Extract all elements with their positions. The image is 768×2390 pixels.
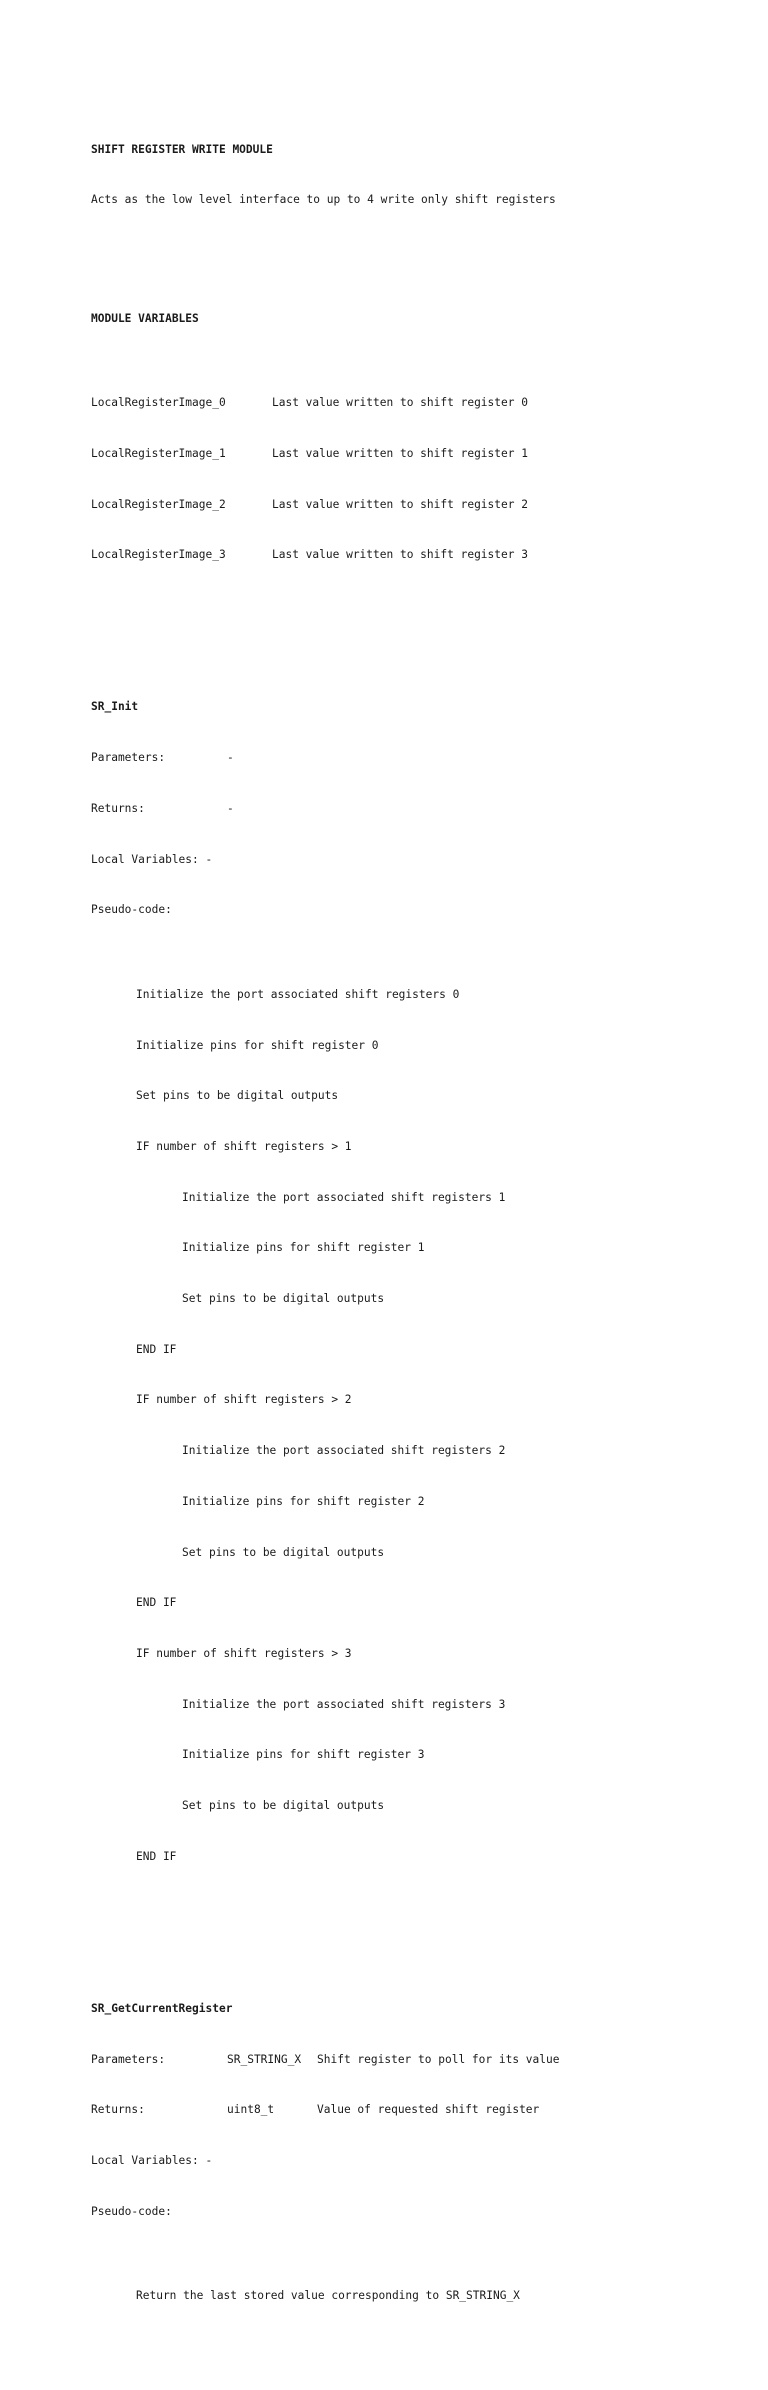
sr-get-pseudo-code (91, 2254, 559, 2339)
pseudo-code-line: Initialize the port associated shift registers 0 (136, 987, 460, 1001)
spacer (91, 1933, 559, 1950)
parameters-label: Parameters: (91, 2052, 166, 2066)
spacer (91, 243, 559, 260)
sr-get-local-variables (91, 2153, 559, 2170)
pseudo-code-line: Initialize the port associated shift registers 1 (182, 1190, 506, 1204)
module-title: SHIFT REGISTER WRITE MODULE (91, 142, 273, 156)
variable-description: Last value written to shift register 2 (272, 497, 528, 511)
pseudo-code-line: Set pins to be digital outputs (182, 1799, 385, 1813)
local-variables-label: Local Variables: (91, 852, 199, 866)
pseudo-code-line: Initialize pins for shift register 2 (182, 1494, 425, 1508)
sr-init-pseudo-code (91, 953, 559, 1899)
sr-init-heading: SR_Init (91, 700, 139, 714)
sr-get-parameters (91, 2052, 559, 2069)
pseudo-code-line: IF number of shift registers > 3 (136, 1646, 352, 1660)
module-variables-list (91, 361, 559, 598)
pseudo-code-line: Initialize pins for shift register 0 (136, 1038, 379, 1052)
sr-get-pseudo-code-label: Pseudo-code: (91, 2204, 172, 2218)
parameter-name: SR_STRING_X (227, 2052, 302, 2066)
sr-get-returns (91, 2102, 559, 2119)
sr-init-local-variables (91, 852, 559, 869)
pseudo-code-line: Initialize the port associated shift registers 3 (182, 1697, 506, 1711)
parameters-label: Parameters: (91, 751, 166, 765)
returns-value: - (227, 801, 234, 815)
pseudo-code-line: Set pins to be digital outputs (182, 1292, 385, 1306)
sr-init-parameters (91, 750, 559, 767)
pseudo-code-line: Set pins to be digital outputs (136, 1089, 339, 1103)
variable-name: LocalRegisterImage_0 (91, 396, 226, 410)
returns-label: Returns: (91, 2103, 145, 2117)
local-variables-label: Local Variables: (91, 2154, 199, 2167)
return-type: uint8_t (227, 2103, 275, 2117)
variable-name: LocalRegisterImage_2 (91, 497, 226, 511)
local-variables-value: - (205, 2154, 213, 2167)
variable-description: Last value written to shift register 1 (272, 446, 528, 460)
pseudo-code-line: Initialize the port associated shift registers 2 (182, 1444, 506, 1458)
document-body (91, 91, 559, 2390)
returns-label: Returns: (91, 801, 145, 815)
sr-init-pseudo-code-label: Pseudo-code: (91, 903, 172, 917)
pseudo-code-line: END IF (136, 1342, 177, 1356)
module-description: Acts as the low level interface to up to 4 write only shift registers (91, 193, 556, 207)
variable-name: LocalRegisterImage_3 (91, 548, 226, 562)
parameter-description: Shift register to poll for its value (317, 2052, 560, 2066)
pseudo-code-line: IF number of shift registers > 2 (136, 1393, 352, 1407)
module-variable-row (91, 497, 559, 514)
parameters-value: - (227, 751, 234, 765)
module-variables-heading: MODULE VARIABLES (91, 311, 199, 325)
pseudo-code-line: Initialize pins for shift register 1 (182, 1241, 425, 1255)
module-variable-row (91, 395, 559, 412)
variable-name: LocalRegisterImage_1 (91, 446, 226, 460)
local-variables-value: - (205, 852, 213, 866)
pseudo-code-line: Initialize pins for shift register 3 (182, 1748, 425, 1762)
sr-get-current-register-heading: SR_GetCurrentRegister (91, 2001, 233, 2015)
pseudo-code-line: IF number of shift registers > 1 (136, 1139, 352, 1153)
spacer (91, 632, 559, 649)
pseudo-code-line: END IF (136, 1596, 177, 1610)
module-variable-row (91, 547, 559, 564)
return-description: Value of requested shift register (317, 2103, 540, 2117)
module-variable-row (91, 446, 559, 463)
variable-description: Last value written to shift register 0 (272, 396, 528, 410)
variable-description: Last value written to shift register 3 (272, 548, 528, 562)
sr-init-returns (91, 801, 559, 818)
pseudo-code-line: END IF (136, 1849, 177, 1863)
pseudo-code-line: Return the last stored value corresponding to SR_STRING_X (136, 2289, 520, 2303)
pseudo-code-line: Set pins to be digital outputs (182, 1545, 385, 1559)
